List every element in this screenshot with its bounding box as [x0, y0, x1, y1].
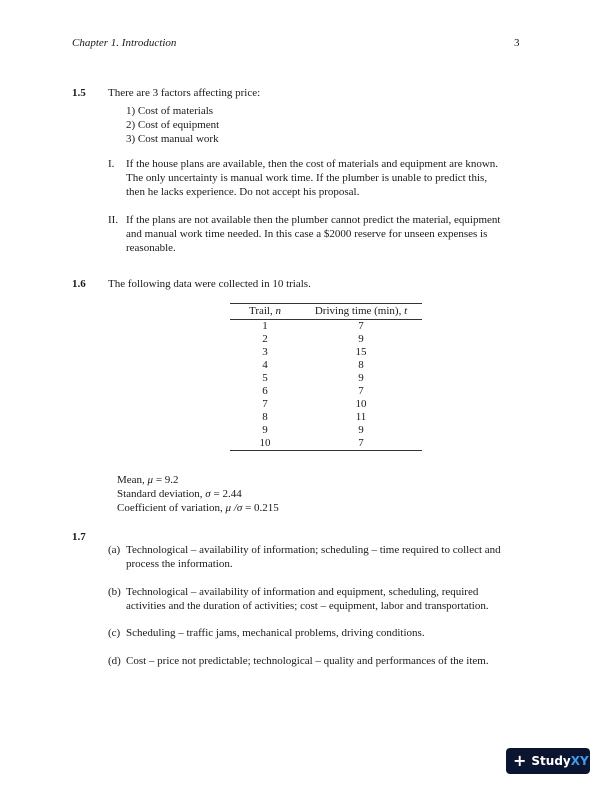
- column-header-trial: [230, 304, 300, 320]
- item-line: activities and the duration of activities; cost – equipment, labor and transportation.: [126, 600, 489, 612]
- page-number: 3: [514, 37, 520, 49]
- sd-value: = 2.44: [210, 488, 242, 500]
- driving-time-cell: 8: [358, 359, 364, 371]
- table-row: [230, 333, 422, 346]
- mean-line: [117, 474, 179, 487]
- sd-line: [117, 488, 242, 501]
- table-body: [230, 320, 422, 451]
- cov-symbol: μ /σ: [225, 502, 243, 514]
- item-label: (b): [108, 586, 121, 598]
- sd-label: Standard deviation,: [117, 488, 206, 500]
- item-line: process the information.: [126, 558, 233, 570]
- table-row: [230, 437, 422, 451]
- item-line: Scheduling – traffic jams, mechanical problems, driving conditions.: [126, 627, 425, 639]
- trial-cell: 2: [262, 333, 268, 345]
- trials-table: [230, 303, 422, 451]
- sd-symbol: σ: [205, 488, 211, 500]
- trial-cell: 1: [262, 320, 268, 332]
- item-label: (d): [108, 655, 121, 667]
- mean-symbol: μ: [147, 474, 154, 486]
- driving-time-cell: 10: [355, 398, 367, 410]
- running-header-chapter: Chapter 1. Introduction: [72, 37, 177, 49]
- section-number: 1.6: [72, 278, 86, 290]
- mean-value: = 9.2: [153, 474, 179, 486]
- roman-label: I.: [108, 158, 115, 170]
- item-label: (c): [108, 627, 121, 639]
- factor-item: 2) Cost of equipment: [126, 119, 220, 131]
- driving-time-cell: 15: [355, 346, 367, 358]
- column-header-driving-time: [300, 304, 422, 320]
- section-number: 1.7: [72, 531, 86, 543]
- cov-label: Coefficient of variation,: [117, 502, 226, 514]
- factor-item: 3) Cost manual work: [126, 133, 219, 145]
- header-text: Driving time (min),: [314, 305, 405, 317]
- driving-time-cell: 7: [358, 385, 364, 397]
- badge-text: Study: [531, 754, 571, 768]
- header-variable: n: [275, 305, 281, 317]
- table-row: [230, 385, 422, 398]
- driving-time-cell: 11: [355, 411, 367, 423]
- section-number: 1.5: [72, 87, 86, 99]
- paragraph-line: If the house plans are available, then the cost of materials and equipment are known.: [126, 158, 499, 170]
- cov-line: [117, 502, 279, 515]
- table-row: [230, 320, 422, 334]
- item-label: (a): [108, 544, 121, 556]
- table-header-row: [230, 304, 422, 320]
- roman-label: II.: [108, 214, 119, 226]
- mean-label: Mean,: [117, 474, 148, 486]
- item-line: Technological – availability of information and equipment, scheduling, required: [126, 586, 479, 598]
- driving-time-cell: 7: [358, 320, 364, 332]
- trial-cell: 8: [262, 411, 268, 423]
- table-row: [230, 411, 422, 424]
- section-intro: The following data were collected in 10 trials.: [108, 278, 311, 290]
- trial-cell: 3: [262, 346, 268, 358]
- driving-time-cell: 9: [358, 424, 364, 436]
- paragraph-line: reasonable.: [126, 242, 176, 254]
- table-row: [230, 372, 422, 385]
- paragraph-line: and manual work time needed. In this case a $2000 reserve for unseen expenses is: [126, 228, 488, 240]
- header-variable: t: [404, 305, 408, 317]
- trial-cell: 10: [230, 437, 300, 451]
- header-text: Trail,: [249, 305, 276, 317]
- trial-cell: 4: [262, 359, 268, 371]
- plus-icon: +: [513, 751, 527, 770]
- table-row: [230, 398, 422, 411]
- driving-time-cell: 9: [358, 333, 364, 345]
- paragraph-line: The only uncertainty is manual work time. If the plumber is unable to predict this,: [126, 172, 488, 184]
- driving-time-cell: 9: [358, 372, 364, 384]
- table-row: [230, 424, 422, 437]
- trial-cell: 6: [262, 385, 268, 397]
- paragraph-line: then he lacks experience. Do not accept his proposal.: [126, 186, 360, 198]
- factor-item: 1) Cost of materials: [126, 105, 214, 117]
- trial-cell: 9: [262, 424, 268, 436]
- table-row: [230, 346, 422, 359]
- trial-cell: 5: [262, 372, 268, 384]
- badge-accent-text: XY: [570, 754, 589, 768]
- driving-time-cell: 7: [300, 437, 422, 451]
- trial-cell: 7: [262, 398, 268, 410]
- table-row: [230, 359, 422, 372]
- section-intro: There are 3 factors affecting price:: [108, 87, 261, 99]
- item-line: Technological – availability of information; scheduling – time required to collect and: [126, 544, 501, 556]
- cov-value: = 0.215: [242, 502, 279, 514]
- studyxy-badge[interactable]: [506, 748, 590, 774]
- paragraph-line: If the plans are not available then the plumber cannot predict the material, equipment: [126, 214, 501, 226]
- item-line: Cost – price not predictable; technological – quality and performances of the item.: [126, 655, 489, 667]
